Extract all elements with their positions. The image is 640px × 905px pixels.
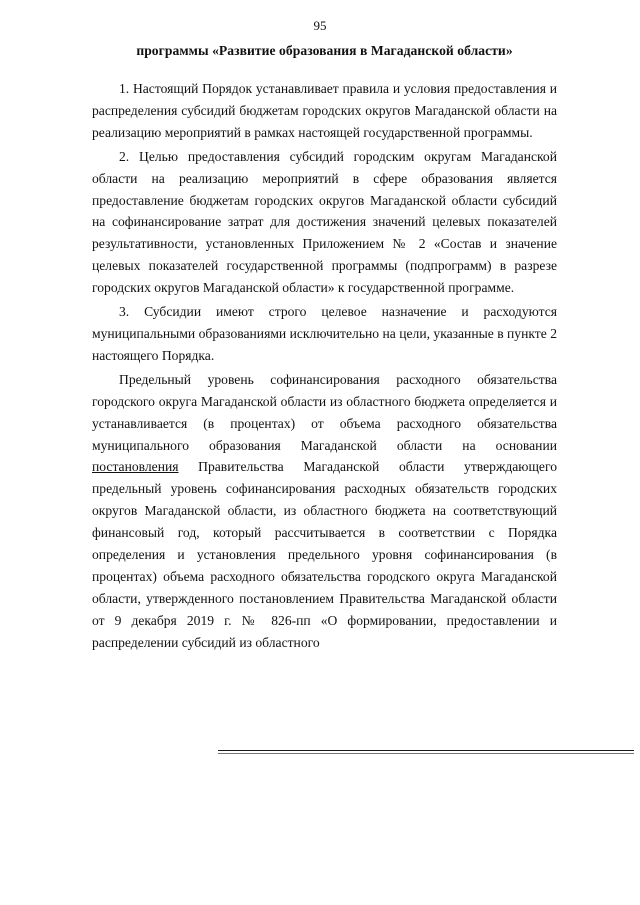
footer-divider: [218, 750, 634, 751]
body-text: [92, 78, 557, 654]
paragraph-4: [92, 369, 557, 654]
paragraph-4-text-start: Предельный уровень софинансирования расходного обязательства городского округа Магаданской области из областного бюджета определяется и устанавливается (в процентах) от объема расходного обязательства муниципального образования Магаданской области на основании: [92, 371, 557, 453]
section-heading: программы «Развитие образования в Магаданской области»: [136, 43, 513, 58]
paragraph-3: 3. Субсидии имеют строго целевое назначение и расходуются муниципальными образованиями исключительно на цели, указанные в пункте 2 настоящего Порядка.: [92, 304, 557, 363]
resolution-link[interactable]: постановления: [92, 459, 179, 475]
paragraph-4-text-end: Правительства Магаданской области утверждающего предельный уровень софинансирования расходных обязательств городских округов Магаданской области, из областного бюджета на соответствующий финансовый год, который рассчитывается в соответствии с Порядка определения и установления предельного уровня софинансирования (в процентах) объема расходного обязательства городского округа Магаданской области, утвержденного постановлением Правительства Магаданской области от 9 декабря 2019 г. № 826-пп «О формировании, предоставлении и распределении субсидий из областного: [92, 459, 557, 650]
page-number: 95: [313, 18, 327, 33]
paragraph-2: 2. Целью предоставления субсидий городским округам Магаданской области на реализацию мероприятий в сфере образования является предоставление бюджетам городских округов Магаданской области субсидий на софинансирование затрат для достижения значений целевых показателей результативности, установленных Приложением № 2 «Состав и значение целевых показателей государственной программы (подпрограмм) в разрезе городских округов Магаданской области» к государственной программе.: [92, 148, 557, 296]
paragraph-1: 1. Настоящий Порядок устанавливает правила и условия предоставления и распределения субсидий бюджетам городских округов Магаданской области на реализацию мероприятий в рамках настоящей государственной программы.: [92, 81, 557, 140]
